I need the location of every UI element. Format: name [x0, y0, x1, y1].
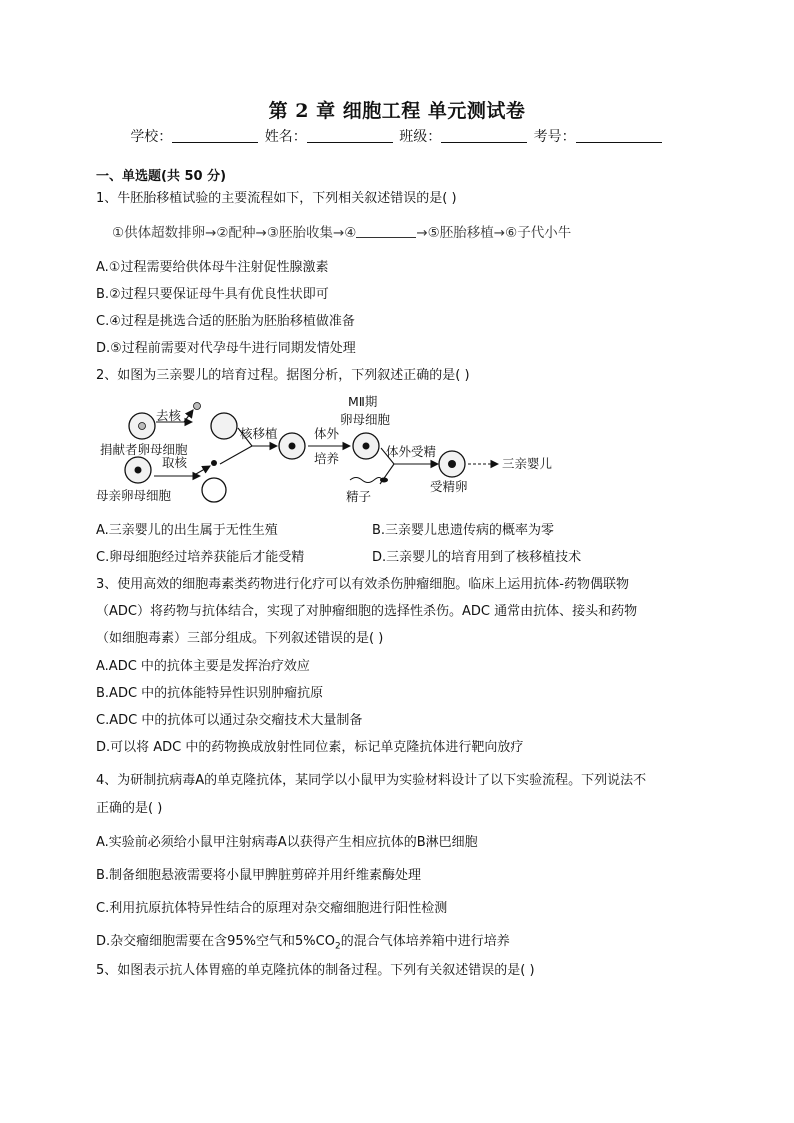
label-sperm: 精子 [346, 489, 372, 504]
q4-stem-line-2: 正确的是( ) [96, 801, 163, 816]
q3-option-b[interactable]: B.ADC 中的抗体能特异性识别肿瘤抗原 [96, 686, 324, 701]
q2-option-c[interactable]: C.卵母细胞经过培养获能后才能受精 [96, 550, 305, 565]
label-donor-oocyte: 捐献者卵母细胞 [100, 442, 188, 457]
merge-line-bottom [220, 446, 252, 464]
class-label: 班级： [399, 129, 442, 145]
label-mii-2: 卵母细胞 [340, 412, 391, 427]
removed-donor-nucleus [194, 403, 201, 410]
mother-enucleated-cell [202, 478, 226, 502]
q3-stem-line-1: 3、使用高效的细胞毒素类药物进行化疗可以有效杀伤肿瘤细胞。临床上运用抗体-药物偶联物 [96, 577, 629, 592]
section-heading: 一、单选题(共 50 分) [96, 169, 227, 184]
exam-number-label: 考号： [533, 129, 576, 145]
q3-option-a[interactable]: A.ADC 中的抗体主要是发挥治疗效应 [96, 659, 310, 674]
name-label: 姓名： [264, 129, 307, 145]
school-field[interactable] [172, 128, 258, 143]
label-nuclear-transfer: 核移植 [240, 426, 278, 441]
label-ivf: 体外受精 [386, 444, 437, 459]
q4-option-b[interactable]: B.制备细胞悬液需要将小鼠甲脾脏剪碎并用纤维素酶处理 [96, 868, 422, 883]
school-label: 学校： [130, 129, 173, 145]
q4-option-a[interactable]: A.实验前必须给小鼠甲注射病毒A以获得产生相应抗体的B淋巴细胞 [96, 835, 478, 850]
name-field[interactable] [307, 128, 393, 143]
label-take-nucleus: 取核 [162, 455, 188, 470]
q1-flow-step3: →③胚胎收集 [255, 225, 333, 241]
q4-option-c[interactable]: C.利用抗原抗体特异性结合的原理对杂交瘤细胞进行阳性检测 [96, 901, 448, 916]
q2-option-d[interactable]: D.三亲婴儿的培育用到了核移植技术 [372, 550, 582, 565]
sperm-shape [350, 478, 382, 483]
label-remove-nucleus: 去核 [156, 408, 182, 423]
mother-oocyte-nucleus [135, 467, 142, 474]
q1-flow-step1: ①供体超数排卵 [112, 225, 206, 241]
q1-option-c[interactable]: C.④过程是挑选合适的胚胎为胚胎移植做准备 [96, 314, 355, 329]
q1-flow [112, 221, 571, 241]
q1-option-a[interactable]: A.①过程需要给供体母牛注射促性腺激素 [96, 260, 329, 275]
donor-oocyte-nucleus [139, 423, 146, 430]
mii-nucleus [363, 443, 370, 450]
q4-option-d-prefix: D.杂交瘤细胞需要在含95%空气和5%CO [96, 934, 335, 949]
q1-flow-blank [356, 225, 416, 238]
q3-option-d[interactable]: D.可以将 ADC 中的药物换成放射性同位素，标记单克隆抗体进行靶向放疗 [96, 740, 524, 755]
extracted-mother-nucleus [211, 460, 217, 466]
label-mother-oocyte: 母亲卵母细胞 [96, 488, 172, 503]
label-culture-2: 培养 [314, 451, 340, 466]
q1-option-b[interactable]: B.②过程只要保证母牛具有优良性状即可 [96, 287, 329, 302]
exam-number-field[interactable] [576, 128, 662, 143]
class-field[interactable] [441, 128, 527, 143]
q3-stem-line-3: （如细胞毒素）三部分组成。下列叙述错误的是( ) [96, 631, 384, 646]
q4-stem-line-1: 4、为研制抗病毒A的单克隆抗体，某同学以小鼠甲为实验材料设计了以下实验流程。下列说法不 [96, 773, 647, 788]
q1-flow-step2: →②配种 [205, 225, 256, 241]
q3-stem-line-2: （ADC）将药物与抗体结合，实现了对肿瘤细胞的选择性杀伤。ADC 通常由抗体、接头和药物 [96, 604, 638, 619]
q3-option-c[interactable]: C.ADC 中的抗体可以通过杂交瘤技术大量制备 [96, 713, 363, 728]
q1-option-d[interactable]: D.⑤过程前需要对代孕母牛进行同期发情处理 [96, 341, 356, 356]
zygote-nucleus [448, 460, 456, 468]
enucleated-oocyte [211, 413, 237, 439]
student-info-line [0, 126, 794, 146]
q2-option-b[interactable]: B.三亲婴儿患遗传病的概率为零 [372, 523, 555, 538]
three-parent-baby-diagram [92, 388, 572, 513]
label-mii-1: MⅡ期 [348, 394, 378, 409]
q1-flow-step4: →④ [332, 225, 357, 241]
q5-stem: 5、如图表示抗人体胃癌的单克隆抗体的制备过程。下列有关叙述错误的是( ) [96, 963, 535, 978]
label-baby: 三亲婴儿 [502, 456, 553, 471]
q2-stem: 2、如图为三亲婴儿的培育过程。据图分析，下列叙述正确的是( ) [96, 368, 470, 383]
sperm-head [380, 478, 388, 483]
q1-flow-step6: →⑥子代小牛 [493, 225, 572, 241]
page-title: 第 2 章 细胞工程 单元测试卷 [268, 100, 526, 122]
q1-stem: 1、牛胚胎移植试验的主要流程如下，下列相关叙述错误的是( ) [96, 191, 457, 206]
label-culture-1: 体外 [314, 426, 340, 441]
label-zygote: 受精卵 [430, 479, 468, 494]
q4-option-d[interactable] [96, 930, 510, 952]
q1-flow-step5: →⑤胚胎移植 [416, 225, 494, 241]
arrow-nucleus-out [184, 410, 193, 422]
arrow-nucleus-up [196, 466, 210, 474]
q4-option-d-subscript: 2 [334, 941, 341, 952]
reconstructed-nucleus [289, 443, 296, 450]
q4-option-d-suffix: 的混合气体培养箱中进行培养 [340, 934, 510, 949]
q2-option-a[interactable]: A.三亲婴儿的出生属于无性生殖 [96, 523, 278, 538]
